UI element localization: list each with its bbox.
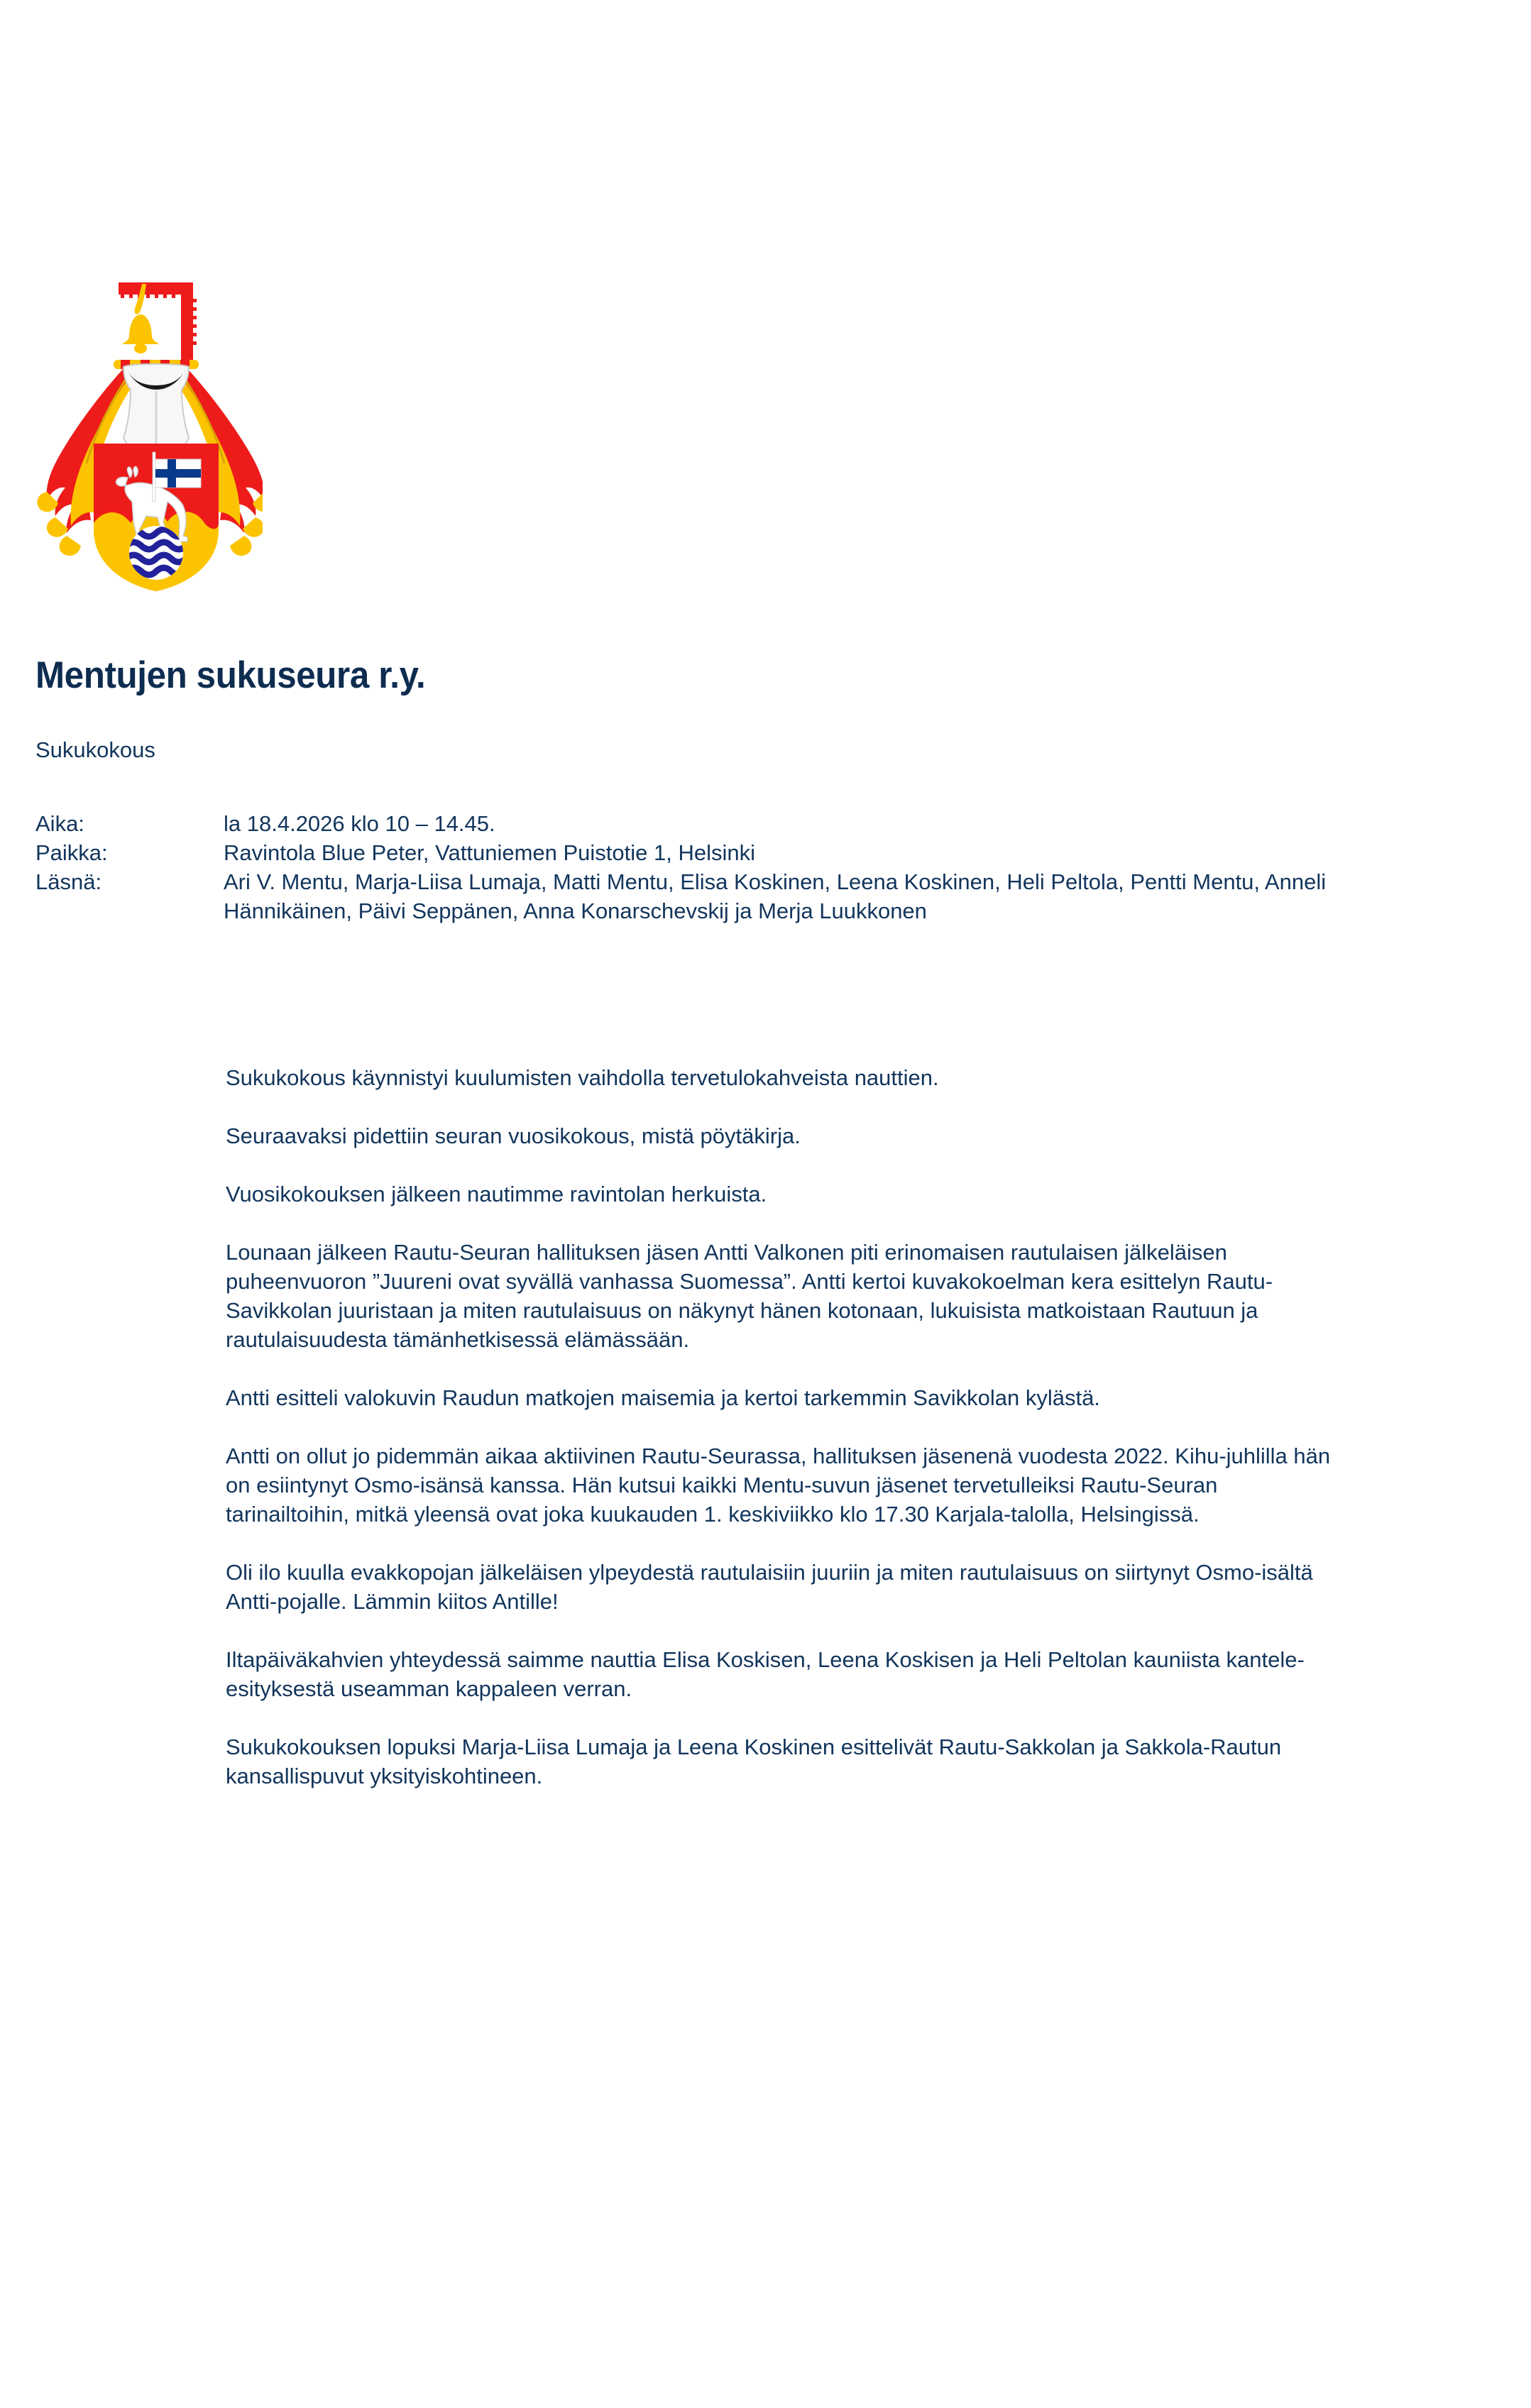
minutes-body <box>226 1063 1347 1791</box>
meta-value-time: la 18.4.2026 klo 10 – 14.45. <box>224 811 495 836</box>
bell-hanger-icon <box>119 282 197 361</box>
paragraph: Lounaan jälkeen Rautu-Seuran hallituksen jäsen Antti Valkonen piti erinomaisen rautulaisen jälkeläisen puheenvuoron ”Juureni ovat syvällä vanhassa Suomessa”. Antti kertoi kuvakokoelman kera esittelyn Rautu-Savikkolan juuristaan ja miten rautulaisuus on näkynyt hänen kotonaan, lukuisista matkoistaan Rautuun ja rautulaisuudesta tämänhetkisessä elämässään. <box>226 1240 1273 1352</box>
meta-row-time <box>35 809 1462 838</box>
page-title: Mentujen sukuseura r.y. <box>35 654 426 696</box>
helmet-icon <box>124 364 189 453</box>
paragraph: Sukukokouksen lopuksi Marja-Liisa Lumaja ja Leena Koskinen esittelivät Rautu-Sakkolan ja Sakkola-Rautun kansallispuvut yksityiskohtineen. <box>226 1734 1282 1788</box>
paragraph: Iltapäiväkahvien yhteydessä saimme nauttia Elisa Koskisen, Leena Koskisen ja Heli Peltolan kauniista kantele-esityksestä useamman kappaleen verran. <box>226 1647 1305 1701</box>
meta-row-attendees <box>35 867 1462 925</box>
paragraph: Antti esitteli valokuvin Raudun matkojen maisemia ja kertoi tarkemmin Savikkolan kylästä. <box>226 1385 1100 1410</box>
coat-of-arms-crest <box>21 252 263 593</box>
meta-row-place <box>35 838 1462 867</box>
meta-value-place: Ravintola Blue Peter, Vattuniemen Puistotie 1, Helsinki <box>224 840 755 865</box>
meta-label-attendees: Läsnä: <box>35 869 102 894</box>
paragraph: Sukukokous käynnistyi kuulumisten vaihdolla tervetulokahveista nauttien. <box>226 1065 939 1090</box>
paragraph: Vuosikokouksen jälkeen nautimme ravintolan herkuista. <box>226 1182 767 1206</box>
meta-label-place: Paikka: <box>35 840 108 865</box>
paragraph: Oli ilo kuulla evakkopojan jälkeläisen ylpeydestä rautulaisiin juuriin ja miten rautulaisuus on siirtynyt Osmo-isältä Antti-pojalle. Lämmin kiitos Antille! <box>226 1560 1313 1614</box>
document-subtitle: Sukukokous <box>35 737 155 762</box>
meta-value-attendees: Ari V. Mentu, Marja-Liisa Lumaja, Matti Mentu, Elisa Koskinen, Leena Koskinen, Heli Peltola, Pentti Mentu, Anneli Hännikäinen, Päivi Seppänen, Anna Konarschevskij ja Merja Luukkonen <box>224 869 1327 923</box>
meta-label-time: Aika: <box>35 811 84 836</box>
shield <box>94 444 219 591</box>
paragraph: Antti on ollut jo pidemmän aikaa aktiivinen Rautu-Seurassa, hallituksen jäsenenä vuodesta 2022. Kihu-juhlilla hän on esiintynyt Osmo-isänsä kanssa. Hän kutsui kaikki Mentu-suvun jäsenet tervetulleiksi Rautu-Seuran tarinailtoihin, mitkä yleensä ovat joka kuukauden 1. keskiviikko klo 17.30 Karjala-talolla, Helsingissä. <box>226 1444 1331 1527</box>
meeting-details <box>35 809 1462 925</box>
paragraph: Seuraavaksi pidettiin seuran vuosikokous, mistä pöytäkirja. <box>226 1123 801 1148</box>
